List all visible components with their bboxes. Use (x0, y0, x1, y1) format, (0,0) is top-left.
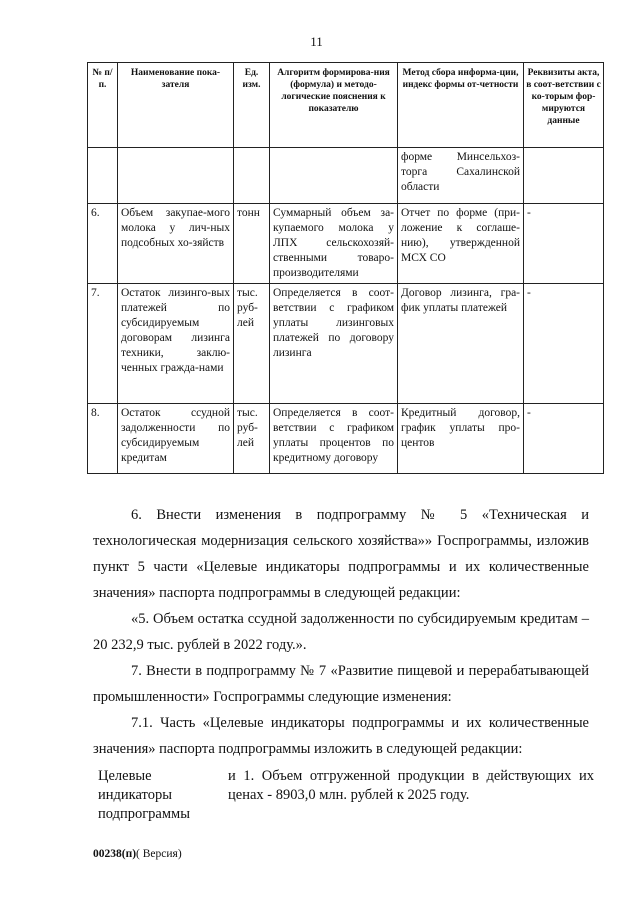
cell-unit: тыс. руб-лей (234, 404, 270, 474)
paragraph-quote-5: «5. Объем остатка ссудной задолженности по субсидируемым кредитам – 20 232,9 тыс. рублей в 2022 году.». (93, 611, 589, 653)
cell-requisites: - (524, 204, 604, 284)
cell-algorithm: Суммарный объем за-купаемого молока у ЛПХ сельскохозяй-ственными товаро-производителями (270, 204, 398, 284)
target-indicators-block (98, 767, 594, 824)
document-footer (93, 848, 182, 860)
cell-num: 6. (88, 204, 118, 284)
body-text (93, 502, 589, 762)
indicators-table (87, 62, 604, 474)
cell-requisites (524, 148, 604, 204)
version-label: ( Версия) (136, 848, 182, 860)
header-requisites: Реквизиты акта, в соот-ветствии с ко-торым фор-мируются данные (524, 63, 604, 148)
table-header-row (88, 63, 604, 148)
paragraph-item-6: 6. Внести изменения в подпрограмму № 5 «Техническая и технологическая модернизация сельского хозяйства»» Госпрограммы, изложив пункт 5 части «Целевые индикаторы подпрограммы и их количественные значения» паспорта подпрограммы в следующей редакции: (93, 507, 589, 601)
header-method: Метод сбора информа-ции, индекс формы от-четности (398, 63, 524, 148)
cell-name (118, 148, 234, 204)
table-row (88, 284, 604, 404)
cell-method: форме Минсельхоз-торга Сахалинской области (398, 148, 524, 204)
table-row (88, 404, 604, 474)
cell-name: Остаток лизинго-вых платежей по субсидируемым договорам лизинга техники, заклю-ченных гражда-нами (118, 284, 234, 404)
cell-num: 8. (88, 404, 118, 474)
cell-method: Кредитный договор, график уплаты про-центов (398, 404, 524, 474)
cell-unit (234, 148, 270, 204)
cell-algorithm (270, 148, 398, 204)
cell-requisites: - (524, 284, 604, 404)
document-code: 00238(п) (93, 848, 137, 860)
cell-unit: тонн (234, 204, 270, 284)
indicator-label: Целевые индикаторы подпрограммы (98, 768, 190, 822)
header-name: Наименование пока-зателя (118, 63, 234, 148)
cell-method: Отчет по форме (при-ложение к соглаше-нию), утвержденной МСХ СО (398, 204, 524, 284)
indicator-value: и 1. Объем отгруженной продукции в действующих их ценах - 8903,0 млн. рублей к 2025 году. (228, 768, 594, 803)
cell-num: 7. (88, 284, 118, 404)
cell-requisites: - (524, 404, 604, 474)
page-number: 11 (310, 34, 323, 49)
paragraph-item-7-1: 7.1. Часть «Целевые индикаторы подпрограммы и их количественные значения» паспорта подпрограммы изложить в следующей редакции: (93, 715, 589, 757)
header-num: № п/п. (88, 63, 118, 148)
cell-unit: тыс. руб-лей (234, 284, 270, 404)
cell-algorithm: Определяется в соот-ветствии с графиком уплаты лизинговых платежей по договору лизинга (270, 284, 398, 404)
header-unit: Ед. изм. (234, 63, 270, 148)
table-row (88, 148, 604, 204)
cell-algorithm: Определяется в соот-ветствии с графиком уплаты процентов по кредитному договору (270, 404, 398, 474)
paragraph-item-7: 7. Внести в подпрограмму № 7 «Развитие пищевой и перерабатывающей промышленности» Госпрограммы следующие изменения: (93, 663, 589, 705)
cell-num (88, 148, 118, 204)
header-algorithm: Алгоритм формирова-ния (формула) и методо-логические пояснения к показателю (270, 63, 398, 148)
cell-name: Остаток ссудной задолженности по субсидируемым кредитам (118, 404, 234, 474)
cell-method: Договор лизинга, гра-фик уплаты платежей (398, 284, 524, 404)
table-row (88, 204, 604, 284)
cell-name: Объем закупае-мого молока у лич-ных подсобных хо-зяйств (118, 204, 234, 284)
